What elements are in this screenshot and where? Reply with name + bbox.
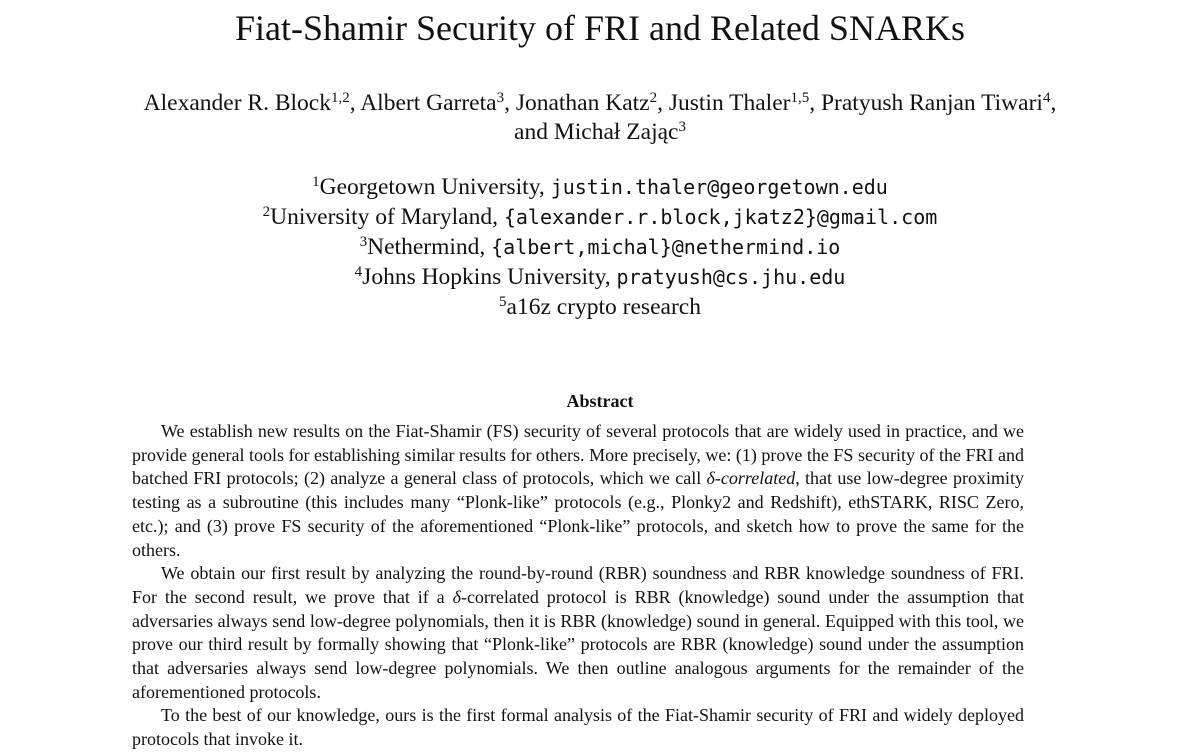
author-name: Albert Garreta [360, 90, 497, 116]
author-tiwari [821, 90, 1056, 116]
author-separator: , [657, 90, 669, 116]
affiliation-maryland [0, 202, 1200, 232]
abstract-text: , that use low-degree proximity testing as a subroutine (this includes many “Plonk-like” protocols (e.g., Plonky2 and Redshift), ethSTARK, RISC Zero, etc.); and (3) prove FS security of the aforementioned “Plonk-like” protocols, and sketch how to prove the same for the others. [132, 468, 1024, 560]
author-name: Alexander R. Block [143, 90, 331, 116]
abstract-text: We establish new results on the Fiat-Shamir (FS) security of several protocols that are widely used in practice, and we provide general tools for establishing similar results for others. More precisely, we: (1) prove the FS security of the FRI and batched FRI protocols; (2) analyze a general class of protocols, which we call [132, 421, 1024, 489]
abstract-text: -correlated protocol is RBR (knowledge) sound under the assumption that adversaries always send low-degree polynomials, then it is RBR (knowledge) sound in general. Equipped with this tool, we prove our third result by formally showing that “Plonk-like” protocols are RBR (knowledge) sound under the assumption that adversaries always send low-degree polynomials. We then outline analogous arguments for the remainder of the aforementioned protocols. [132, 586, 1024, 702]
abstract-paragraph: To the best of our knowledge, ours is the first formal analysis of the Fiat-Shamir security of FRI and widely deployed protocols that invoke it. [132, 705, 1024, 750]
author-list [20, 89, 1180, 147]
abstract-heading: Abstract [566, 391, 634, 411]
affiliation-jhu [0, 262, 1200, 292]
author-name: Jonathan Katz [515, 90, 650, 116]
author-affiliation-mark: 3 [678, 118, 686, 135]
author-zajac [514, 119, 686, 145]
affiliation-name: University of Maryland, [270, 204, 504, 230]
affiliation-nethermind [0, 232, 1200, 262]
author-separator: , [809, 90, 821, 116]
author-separator: , [1050, 90, 1057, 116]
author-garreta [360, 90, 516, 116]
author-affiliation-mark: 4 [1042, 89, 1051, 106]
abstract-paragraph [132, 562, 1024, 704]
author-affiliation-mark: 1,2 [330, 89, 350, 106]
affiliation-name: Johns Hopkins University, [362, 264, 617, 290]
paper-title: Fiat-Shamir Security of FRI and Related SNARKs [235, 8, 965, 48]
author-name: Michał Zając [553, 119, 679, 145]
affiliation-email: {alexander.r.block,jkatz2}@gmail.com [503, 205, 938, 229]
affiliation-a16z [0, 292, 1200, 322]
author-katz [516, 90, 669, 116]
affiliation-number: 5 [499, 293, 507, 310]
author-affiliation-mark: 2 [649, 89, 658, 106]
affiliation-name: Georgetown University, [319, 174, 551, 200]
author-block [144, 90, 361, 116]
abstract-emphasis: δ-correlated [706, 468, 796, 489]
author-separator: , [504, 90, 516, 116]
author-conjunction: and [514, 119, 554, 145]
author-name: Justin Thaler [668, 90, 791, 116]
author-affiliation-mark: 3 [496, 89, 505, 106]
affiliation-name: a16z crypto research [506, 294, 701, 320]
affiliation-email: pratyush@cs.jhu.edu [616, 265, 846, 289]
abstract-text: We obtain our first result by analyzing the round-by-round (RBR) soundness and RBR knowledge soundness of FRI. For the second result, we prove that if a [132, 563, 1024, 607]
affiliation-number: 4 [354, 263, 363, 280]
affiliation-list [0, 172, 1200, 322]
affiliation-number: 2 [262, 203, 271, 220]
abstract-body [132, 420, 1024, 752]
affiliation-number: 1 [312, 173, 320, 190]
author-name: Pratyush Ranjan Tiwari [820, 90, 1043, 116]
affiliation-georgetown [0, 172, 1200, 202]
author-separator: , [349, 90, 361, 116]
author-affiliation-mark: 1,5 [790, 89, 810, 106]
affiliation-email: {albert,michal}@nethermind.io [491, 235, 841, 259]
abstract-paragraph [132, 420, 1024, 562]
abstract-emphasis: δ [452, 586, 461, 607]
author-thaler [669, 90, 821, 116]
affiliation-number: 3 [359, 233, 368, 250]
affiliation-name: Nethermind, [367, 234, 492, 260]
affiliation-email: justin.thaler@georgetown.edu [550, 175, 888, 199]
